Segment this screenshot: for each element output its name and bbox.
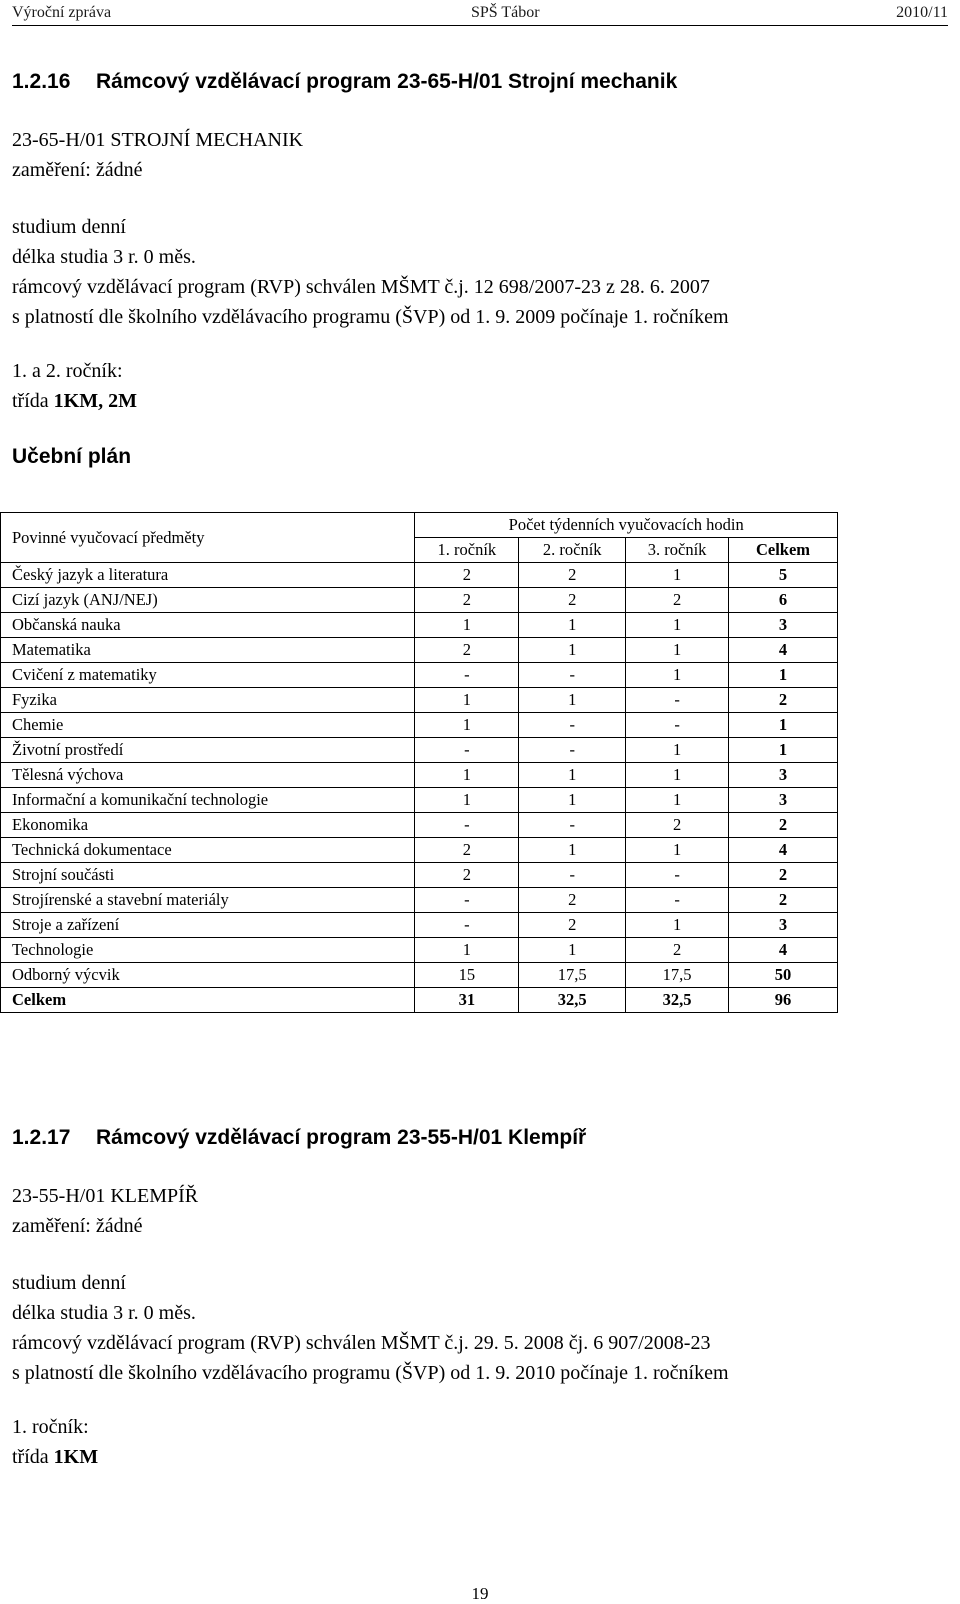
- hours-cell: 1: [626, 638, 729, 663]
- subject-cell: Občanská nauka: [1, 613, 415, 638]
- section-heading: [12, 70, 677, 94]
- hours-cell: -: [519, 713, 626, 738]
- total-cell: 2: [729, 688, 838, 713]
- hours-cell: -: [415, 738, 519, 763]
- total-cell: 3: [729, 913, 838, 938]
- hours-cell: 32,5: [626, 988, 729, 1013]
- section-title: Rámcový vzdělávací program 23-65-H/01 Strojní mechanik: [96, 70, 678, 93]
- hours-cell: 2: [626, 588, 729, 613]
- hours-cell: -: [415, 888, 519, 913]
- hours-cell: 2: [519, 588, 626, 613]
- subject-cell: Strojírenské a stavební materiály: [1, 888, 415, 913]
- class-value: 1KM: [53, 1446, 99, 1468]
- section-title: Rámcový vzdělávací program 23-55-H/01 Klempíř: [96, 1126, 587, 1149]
- header-year: 2010/11: [896, 4, 948, 21]
- subject-cell: Matematika: [1, 638, 415, 663]
- header-rule: [12, 25, 948, 26]
- header-title: Výroční zpráva: [12, 4, 112, 21]
- table-row: [1, 813, 838, 838]
- hours-cell: -: [519, 863, 626, 888]
- hours-cell: 1: [415, 938, 519, 963]
- hours-cell: 31: [415, 988, 519, 1013]
- hours-cell: 2: [415, 563, 519, 588]
- page-number: 19: [471, 1584, 489, 1603]
- program-code: 23-55-H/01 KLEMPÍŘ: [12, 1185, 199, 1207]
- study-info-block: [12, 212, 729, 332]
- subject-cell: Český jazyk a literatura: [1, 563, 415, 588]
- program-info-block: [12, 1181, 198, 1241]
- page-header: [12, 0, 948, 26]
- total-cell: 1: [729, 738, 838, 763]
- total-column-header: Celkem: [729, 538, 838, 563]
- hours-cell: 1: [415, 713, 519, 738]
- study-form: studium denní: [12, 216, 126, 238]
- hours-cell: -: [626, 888, 729, 913]
- study-form: studium denní: [12, 1272, 126, 1294]
- hours-cell: 2: [519, 913, 626, 938]
- total-cell: 3: [729, 763, 838, 788]
- class-prefix: třída: [12, 390, 54, 412]
- total-cell: 6: [729, 588, 838, 613]
- subject-cell: Cvičení z matematiky: [1, 663, 415, 688]
- class-value: 1KM, 2M: [53, 390, 137, 412]
- hours-cell: 1: [519, 638, 626, 663]
- hours-cell: 2: [415, 838, 519, 863]
- hours-cell: 1: [519, 688, 626, 713]
- hours-cell: 2: [519, 888, 626, 913]
- class-line: [12, 1442, 98, 1472]
- hours-cell: -: [626, 713, 729, 738]
- study-length: délka studia 3 r. 0 měs.: [12, 1302, 196, 1324]
- table-row: [1, 613, 838, 638]
- hours-cell: 1: [415, 688, 519, 713]
- class-line: [12, 386, 137, 416]
- total-cell: 3: [729, 788, 838, 813]
- hours-cell: 1: [626, 613, 729, 638]
- table-row: [1, 888, 838, 913]
- rvp-approval: rámcový vzdělávací program (RVP) schválen MŠMT č.j. 12 698/2007-23 z 28. 6. 2007: [12, 276, 710, 298]
- hours-cell: 2: [415, 638, 519, 663]
- table-body: [1, 563, 838, 1013]
- subject-cell: Stroje a zařízení: [1, 913, 415, 938]
- years-label: 1. ročník:: [12, 1416, 89, 1438]
- table-row: [1, 863, 838, 888]
- table-row: [1, 763, 838, 788]
- table-row: [1, 638, 838, 663]
- hours-cell: -: [626, 863, 729, 888]
- total-cell: 2: [729, 863, 838, 888]
- table-row: [1, 713, 838, 738]
- subject-cell: Informační a komunikační technologie: [1, 788, 415, 813]
- subject-cell: Cizí jazyk (ANJ/NEJ): [1, 588, 415, 613]
- hours-cell: 1: [415, 613, 519, 638]
- section-number: 1.2.17: [12, 1126, 71, 1149]
- study-length: délka studia 3 r. 0 měs.: [12, 246, 196, 268]
- subjects-column-header: Povinné vyučovací předměty: [1, 513, 415, 563]
- table-row: [1, 963, 838, 988]
- table-row: [1, 788, 838, 813]
- hours-cell: -: [519, 813, 626, 838]
- table-row: [1, 688, 838, 713]
- total-cell: 3: [729, 613, 838, 638]
- program-focus: zaměření: žádné: [12, 159, 143, 181]
- program-focus: zaměření: žádné: [12, 1215, 143, 1237]
- hours-cell: 2: [519, 563, 626, 588]
- hours-cell: -: [519, 663, 626, 688]
- total-cell: 4: [729, 938, 838, 963]
- hours-cell: -: [519, 738, 626, 763]
- total-cell: 96: [729, 988, 838, 1013]
- hours-cell: 1: [415, 788, 519, 813]
- total-cell: 2: [729, 813, 838, 838]
- hours-cell: -: [415, 813, 519, 838]
- total-cell: 2: [729, 888, 838, 913]
- hours-cell: 1: [519, 838, 626, 863]
- years-label: 1. a 2. ročník:: [12, 360, 123, 382]
- hours-group-header: Počet týdenních vyučovacích hodin: [415, 513, 838, 538]
- hours-cell: 17,5: [519, 963, 626, 988]
- subject-cell: Životní prostředí: [1, 738, 415, 763]
- header-school: SPŠ Tábor: [471, 4, 540, 21]
- hours-cell: 1: [626, 738, 729, 763]
- hours-cell: 1: [626, 913, 729, 938]
- hours-cell: 1: [626, 663, 729, 688]
- class-info-block: [12, 356, 137, 416]
- total-cell: 1: [729, 663, 838, 688]
- table-row: [1, 938, 838, 963]
- hours-cell: 17,5: [626, 963, 729, 988]
- subject-cell: Odborný výcvik: [1, 963, 415, 988]
- hours-cell: 1: [626, 563, 729, 588]
- total-cell: 1: [729, 713, 838, 738]
- total-cell: 4: [729, 838, 838, 863]
- hours-cell: 2: [626, 813, 729, 838]
- year-column-header: 3. ročník: [626, 538, 729, 563]
- hours-cell: -: [415, 913, 519, 938]
- table-row: [1, 563, 838, 588]
- class-info-block: [12, 1412, 98, 1472]
- hours-cell: 1: [415, 763, 519, 788]
- class-prefix: třída: [12, 1446, 54, 1468]
- subject-cell: Tělesná výchova: [1, 763, 415, 788]
- svp-validity: s platností dle školního vzdělávacího programu (ŠVP) od 1. 9. 2010 počínaje 1. ročníkem: [12, 1362, 729, 1384]
- table-row: [1, 588, 838, 613]
- hours-cell: 2: [415, 863, 519, 888]
- subject-cell: Fyzika: [1, 688, 415, 713]
- table-row: [1, 663, 838, 688]
- subject-cell: Chemie: [1, 713, 415, 738]
- subject-cell: Ekonomika: [1, 813, 415, 838]
- total-cell: 4: [729, 638, 838, 663]
- program-code: 23-65-H/01 STROJNÍ MECHANIK: [12, 129, 304, 151]
- plan-title: Učební plán: [12, 445, 132, 468]
- total-cell: 50: [729, 963, 838, 988]
- hours-cell: 1: [519, 613, 626, 638]
- table-total-row: [1, 988, 838, 1013]
- total-cell: 5: [729, 563, 838, 588]
- program-info-block: [12, 125, 303, 185]
- subject-cell: Celkem: [1, 988, 415, 1013]
- hours-cell: 2: [626, 938, 729, 963]
- subject-cell: Technická dokumentace: [1, 838, 415, 863]
- hours-cell: -: [626, 688, 729, 713]
- rvp-approval: rámcový vzdělávací program (RVP) schválen MŠMT č.j. 29. 5. 2008 čj. 6 907/2008-23: [12, 1332, 711, 1354]
- subject-cell: Technologie: [1, 938, 415, 963]
- hours-cell: 1: [626, 788, 729, 813]
- hours-cell: 1: [519, 938, 626, 963]
- table-row: [1, 838, 838, 863]
- study-info-block: [12, 1268, 729, 1388]
- hours-cell: -: [415, 663, 519, 688]
- hours-cell: 32,5: [519, 988, 626, 1013]
- hours-cell: 15: [415, 963, 519, 988]
- svp-validity: s platností dle školního vzdělávacího programu (ŠVP) od 1. 9. 2009 počínaje 1. ročníkem: [12, 306, 729, 328]
- hours-cell: 2: [415, 588, 519, 613]
- hours-cell: 1: [519, 788, 626, 813]
- table-row: [1, 738, 838, 763]
- section-heading: [12, 1126, 586, 1150]
- subject-cell: Strojní součásti: [1, 863, 415, 888]
- hours-cell: 1: [626, 763, 729, 788]
- year-column-header: 2. ročník: [519, 538, 626, 563]
- curriculum-table: [0, 512, 838, 1013]
- year-column-header: 1. ročník: [415, 538, 519, 563]
- table-row: [1, 913, 838, 938]
- section-number: 1.2.16: [12, 70, 71, 93]
- hours-cell: 1: [519, 763, 626, 788]
- hours-cell: 1: [626, 838, 729, 863]
